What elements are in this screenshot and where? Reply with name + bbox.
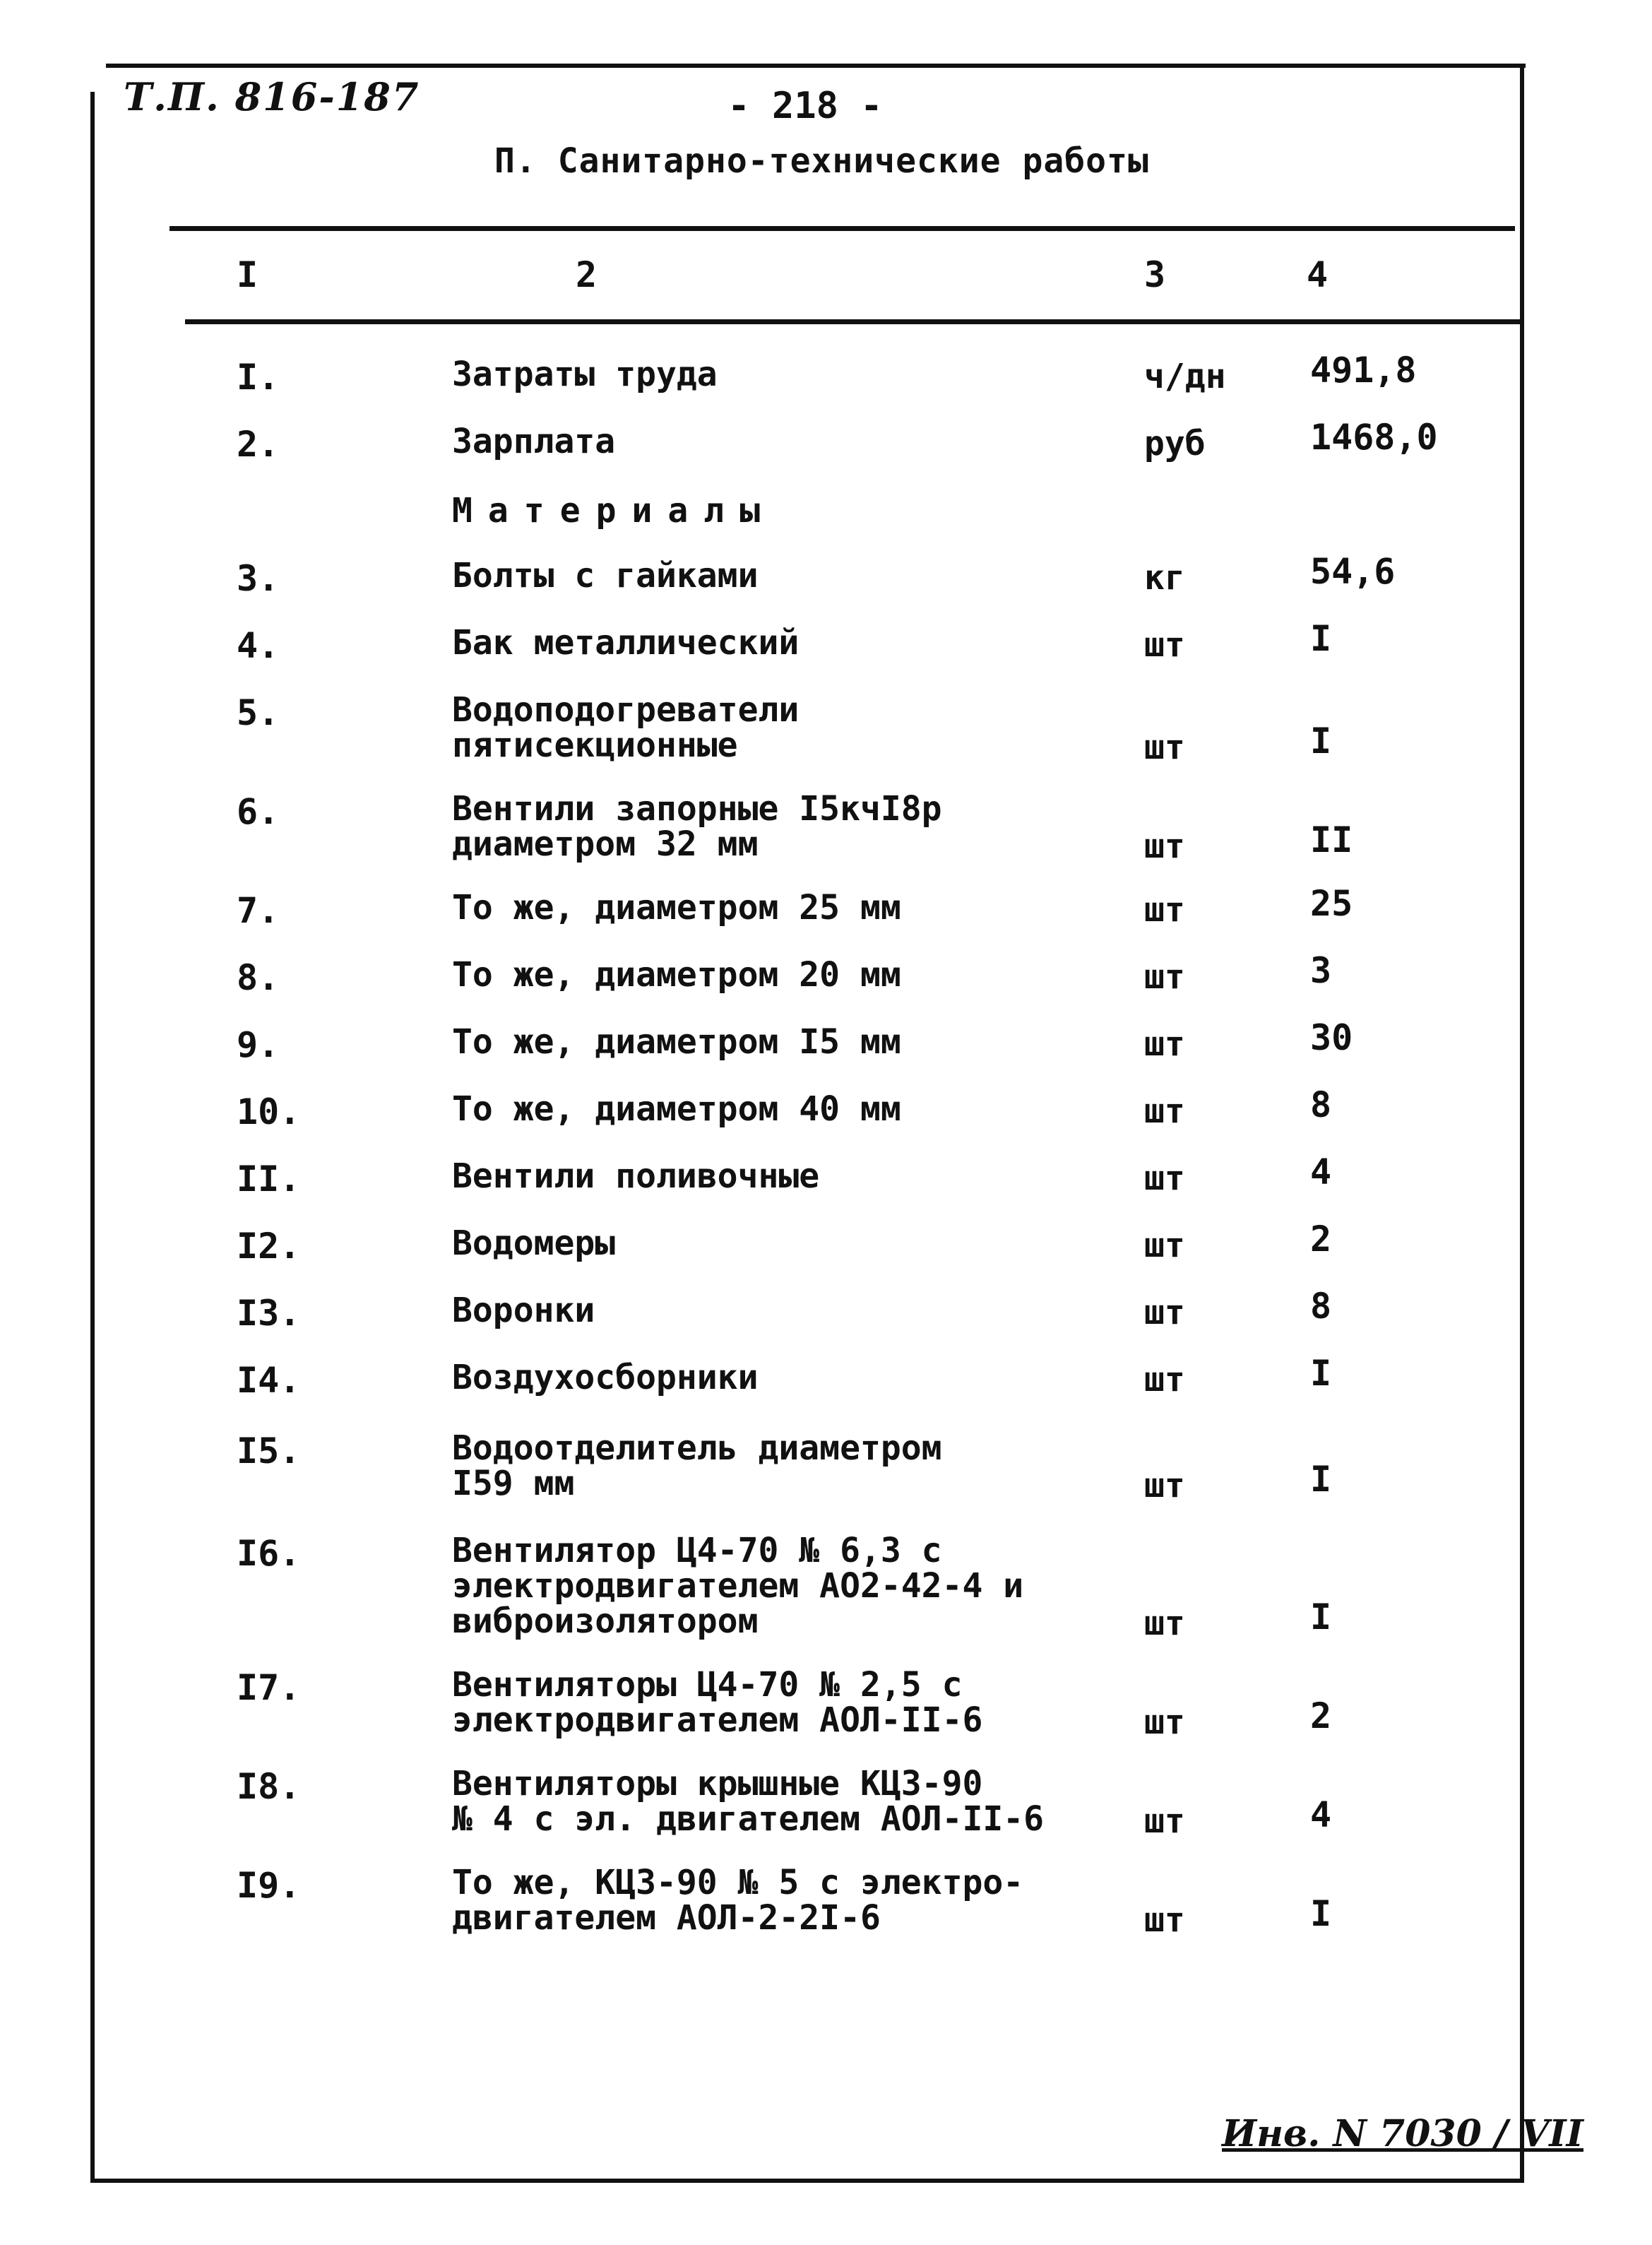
row-quantity: I [1310,1597,1332,1637]
row-unit: шт [1144,1702,1185,1742]
row-number: I6. [237,1533,301,1574]
table-header-rule [185,319,1520,324]
row-name [452,957,1158,993]
row-number: I8. [237,1766,301,1807]
row-unit: кг [1144,558,1185,598]
row-name-line: Бак металлический [452,623,800,663]
row-unit: шт [1144,1360,1185,1399]
row-name-line: электродвигателем АО2-42-4 и [452,1566,1024,1606]
row-name [452,888,1158,928]
row-name-line: Воронки [452,1291,595,1330]
row-quantity: 4 [1310,1794,1332,1835]
row-unit: шт [1144,1604,1185,1643]
row-name-line: Водоподогреватели [452,690,800,730]
row-name [452,357,1158,392]
row-name [452,625,1158,661]
row-name [452,1091,1158,1127]
row-name-line: Водоотделитель диаметром [452,1428,942,1468]
row-number: 2. [237,424,280,465]
row-number: II. [237,1159,301,1199]
row-name-line: Водомеры [452,1224,616,1263]
row-name [452,791,1158,862]
row-name-line: То же, КЦЗ-90 № 5 с электро- [452,1863,1024,1902]
inventory-number: Инв. N 7030 / VII [1222,2112,1583,2155]
row-name-line: Болты с гайками [452,556,759,596]
row-name [452,424,1158,459]
row-name [452,1766,1158,1837]
row-number: 8. [237,957,280,998]
column-header-2: 2 [576,254,598,295]
row-quantity: I [1310,1353,1332,1394]
row-name-line: двигателем АОЛ-2-2I-6 [452,1898,881,1938]
row-quantity: 8 [1310,1084,1332,1125]
row-name-line: Вентиляторы Ц4-70 № 2,5 с [452,1665,963,1705]
row-number: 5. [237,692,280,733]
column-header-4: 4 [1307,254,1329,295]
frame-bottom-border [90,2179,1524,2183]
section-title: П. Санитарно-технические работы [494,141,1149,181]
row-unit: шт [1144,1091,1185,1131]
row-name [452,1024,1158,1060]
row-number: I9. [237,1865,301,1906]
row-unit: руб [1144,424,1206,463]
row-unit: шт [1144,625,1185,665]
row-quantity: 30 [1310,1017,1353,1058]
row-unit: шт [1144,1293,1185,1332]
row-unit: шт [1144,1466,1185,1505]
row-number: I2. [237,1226,301,1267]
row-number: I4. [237,1360,301,1401]
row-quantity: 2 [1310,1695,1332,1736]
row-unit: шт [1144,1900,1185,1940]
row-number: I. [237,357,280,398]
row-quantity: I [1310,1893,1332,1934]
row-quantity: 1468,0 [1310,417,1438,458]
row-quantity: 25 [1310,883,1353,924]
row-name-line: Вентили поливочные [452,1156,820,1196]
row-unit: шт [1144,1159,1185,1198]
materials-group-label: Материалы [452,491,776,531]
row-unit: шт [1144,728,1185,767]
row-name-line: То же, диаметром 40 мм [452,1089,901,1129]
row-name [452,556,1158,596]
frame-left-border [90,92,95,2183]
row-name [452,1360,1158,1395]
document-code: Т.П. 816-187 [124,74,420,119]
row-number: I3. [237,1293,301,1334]
row-quantity: 2 [1310,1219,1332,1260]
row-name-line: Вентиляторы крышные КЦЗ-90 [452,1764,983,1803]
row-name-line: То же, диаметром 25 мм [452,888,901,928]
row-name-line: Зарплата [452,422,616,461]
row-name-line: Вентилятор Ц4-70 № 6,3 с [452,1531,942,1570]
row-unit: шт [1144,1024,1185,1064]
row-name-line: Воздухосборники [452,1358,759,1397]
row-unit: ч/дн [1144,357,1226,396]
row-unit: шт [1144,957,1185,997]
frame-top-border [106,64,1526,68]
row-name [452,1533,1158,1639]
row-quantity: 54,6 [1310,551,1396,592]
row-name-line: электродвигателем АОЛ-II-6 [452,1700,983,1740]
row-number: 7. [237,890,280,931]
row-name [452,1865,1158,1936]
row-unit: шт [1144,827,1185,866]
row-name-line: Вентили запорные I5кчI8р [452,789,942,829]
row-number: 3. [237,558,280,599]
row-unit: шт [1144,1226,1185,1265]
row-name-line: То же, диаметром I5 мм [452,1022,901,1062]
frame-right-border [1520,64,1524,2183]
table-top-rule [170,226,1515,231]
row-number: 9. [237,1024,280,1065]
column-header-3: 3 [1144,254,1166,295]
row-unit: шт [1144,1801,1185,1841]
row-name [452,1293,1158,1328]
row-quantity: 3 [1310,950,1332,991]
row-name [452,1430,1158,1501]
row-name-line: То же, диаметром 20 мм [452,955,901,995]
row-name-line: диаметром 32 мм [452,824,759,864]
row-name-line: виброизолятором [452,1601,759,1641]
row-name [452,1156,1158,1196]
row-number: I7. [237,1667,301,1708]
row-quantity: I [1310,1459,1332,1500]
row-unit: шт [1144,890,1185,930]
row-name-line: Затраты труда [452,355,718,394]
page-number: - 218 - [727,85,883,127]
row-quantity: II [1310,819,1353,860]
row-name [452,1226,1158,1261]
row-number: 10. [237,1091,301,1132]
row-quantity: 4 [1310,1151,1332,1192]
row-quantity: 8 [1310,1286,1332,1327]
row-quantity: 491,8 [1310,350,1417,391]
row-number: I5. [237,1430,301,1471]
row-quantity: I [1310,618,1332,659]
column-header-1: I [237,254,259,295]
row-number: 4. [237,625,280,666]
row-number: 6. [237,791,280,832]
row-quantity: I [1310,721,1332,762]
row-name [452,692,1158,763]
row-name-line: № 4 с эл. двигателем АОЛ-II-6 [452,1799,1045,1839]
row-name-line: I59 мм [452,1464,575,1503]
row-name-line: пятисекционные [452,725,738,765]
row-name [452,1667,1158,1738]
